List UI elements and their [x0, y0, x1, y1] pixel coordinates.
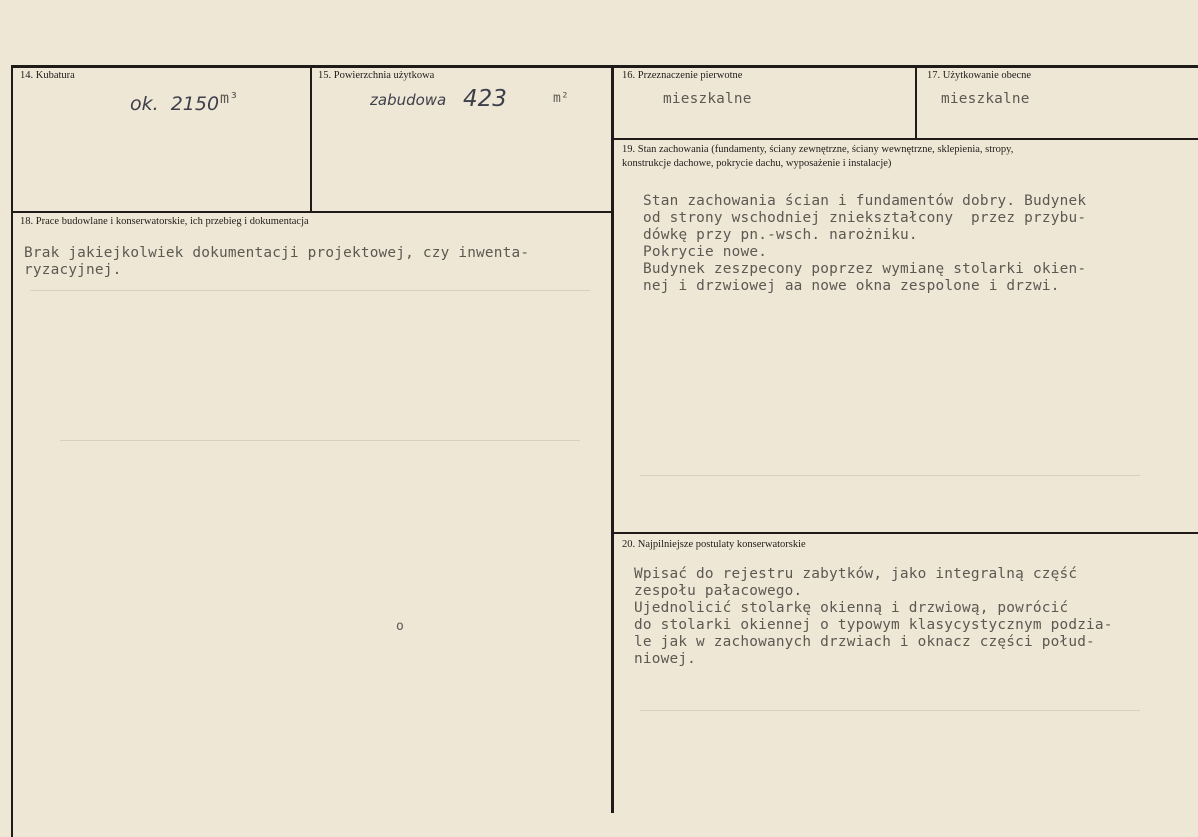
field-15-label: 15. Powierzchnia użytkowa [318, 70, 435, 81]
field-18-text [24, 245, 529, 279]
field-18-label: 18. Prace budowlane i konserwatorskie, ich przebieg i dokumentacja [20, 216, 309, 227]
field-20-line: do stolarki okiennej o typowym klasycystycznym podzia- [634, 617, 1113, 633]
field-15-unit: m² [553, 91, 570, 106]
field-20-label: 20. Najpilniejsze postulaty konserwatorskie [622, 539, 806, 550]
rule-above-20 [614, 532, 1198, 534]
bleed-through-line [640, 710, 1140, 711]
field-20-line: le jak w zachowanych drzwiach i oknacz części połud- [634, 634, 1095, 650]
field-14-prefix: ok. [130, 93, 159, 115]
field-14-label: 14. Kubatura [20, 70, 75, 81]
left-border [11, 65, 13, 837]
divider-16-17 [915, 68, 917, 139]
field-17-value: mieszkalne [941, 91, 1030, 107]
field-19-text [643, 193, 1086, 295]
center-divider [611, 65, 614, 813]
field-19-line: Pokrycie nowe. [643, 244, 768, 260]
field-15-note: zabudowa [370, 91, 447, 109]
field-16-label: 16. Przeznaczenie pierwotne [622, 70, 743, 81]
field-19-line: dówkę przy pn.-wsch. narożniku. [643, 227, 918, 243]
field-16-value: mieszkalne [663, 91, 752, 107]
field-20-line: Ujednolicić stolarkę okienną i drzwiową, powrócić [634, 600, 1069, 616]
bleed-through-line [30, 290, 590, 291]
field-15-value: 423 [463, 86, 507, 112]
field-18-mark: o [396, 619, 405, 634]
field-19-label-line: konstrukcje dachowe, pokrycie dachu, wyposażenie i instalacje) [622, 158, 892, 169]
top-rule-right [614, 65, 1198, 68]
field-18-line: ryzacyjnej. [24, 262, 122, 278]
bleed-through-line [640, 475, 1140, 476]
field-19-line: Stan zachowania ścian i fundamentów dobry. Budynek [643, 193, 1087, 209]
field-20-line: niowej. [634, 651, 697, 667]
field-18-line: Brak jakiejkolwiek dokumentacji projektowej, czy inwenta- [24, 245, 530, 261]
field-19-label-line: 19. Stan zachowania (fundamenty, ściany zewnętrzne, ściany wewnętrzne, sklepienia, stropy, [622, 144, 1014, 155]
divider-14-15 [310, 68, 312, 212]
field-20-line: Wpisać do rejestru zabytków, jako integralną część [634, 566, 1078, 582]
field-17-label: 17. Użytkowanie obecne [927, 70, 1032, 81]
field-19-line: Budynek zeszpecony poprzez wymianę stolarki okien- [643, 261, 1087, 277]
field-19-label [622, 143, 1013, 171]
field-14-value [130, 93, 219, 115]
rule-above-19 [614, 138, 1198, 140]
field-14-unit: m³ [220, 89, 239, 107]
field-14-number: 2150 [170, 93, 220, 115]
rule-above-18 [13, 211, 611, 213]
field-20-text [634, 566, 1113, 668]
bleed-through-line [60, 440, 580, 441]
field-19-line: nej i drzwiowej aa nowe okna zespolone i drzwi. [643, 278, 1060, 294]
field-20-line: zespołu pałacowego. [634, 583, 803, 599]
field-19-line: od strony wschodniej zniekształcony przez przybu- [643, 210, 1087, 226]
